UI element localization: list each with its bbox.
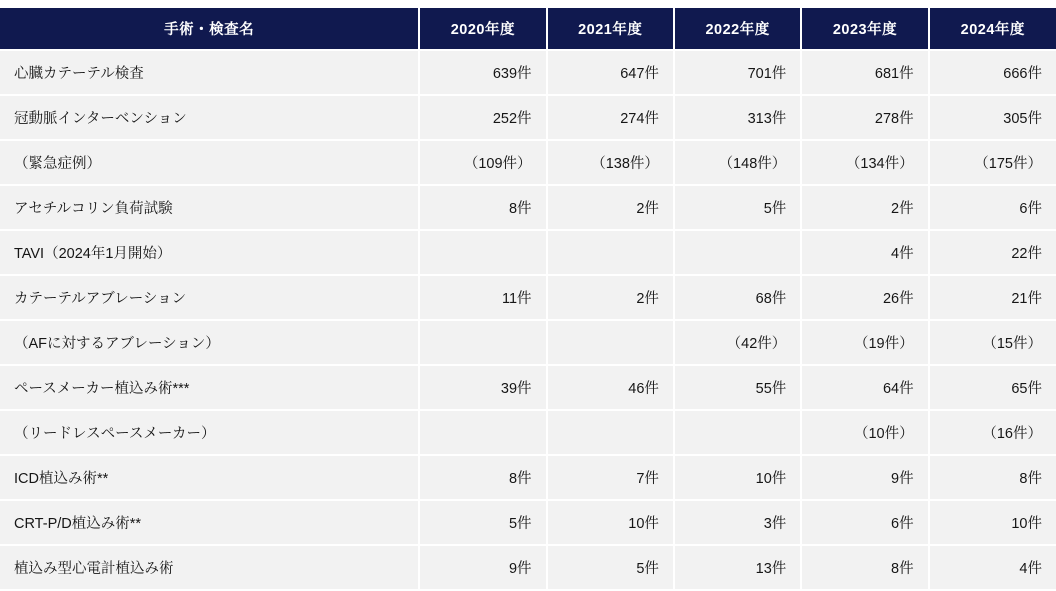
cell-fy2022 bbox=[674, 410, 801, 455]
cell-fy2021: 2件 bbox=[547, 185, 674, 230]
table-row bbox=[0, 275, 1056, 320]
column-header-fy2024: 2024年度 bbox=[929, 8, 1056, 50]
table-row bbox=[0, 50, 1056, 95]
cell-fy2024: 65件 bbox=[929, 365, 1056, 410]
cell-fy2024: 6件 bbox=[929, 185, 1056, 230]
cell-fy2022: （42件） bbox=[674, 320, 801, 365]
table-row bbox=[0, 185, 1056, 230]
table-header bbox=[0, 8, 1056, 50]
cell-fy2022: （148件） bbox=[674, 140, 801, 185]
cell-fy2020: 39件 bbox=[419, 365, 546, 410]
cell-fy2022 bbox=[674, 230, 801, 275]
cell-fy2021: 46件 bbox=[547, 365, 674, 410]
procedure-statistics-table bbox=[0, 8, 1056, 591]
cell-fy2022: 3件 bbox=[674, 500, 801, 545]
cell-fy2020: 8件 bbox=[419, 185, 546, 230]
cell-fy2024: 10件 bbox=[929, 500, 1056, 545]
row-label: 冠動脈インターベンション bbox=[0, 95, 419, 140]
cell-fy2020 bbox=[419, 410, 546, 455]
table-row bbox=[0, 455, 1056, 500]
header-row bbox=[0, 8, 1056, 50]
cell-fy2024: 21件 bbox=[929, 275, 1056, 320]
cell-fy2024: 666件 bbox=[929, 50, 1056, 95]
column-header-fy2021: 2021年度 bbox=[547, 8, 674, 50]
cell-fy2023: 278件 bbox=[801, 95, 928, 140]
cell-fy2020: 11件 bbox=[419, 275, 546, 320]
cell-fy2024: （16件） bbox=[929, 410, 1056, 455]
row-label: （AFに対するアブレーション） bbox=[0, 320, 419, 365]
cell-fy2023: （10件） bbox=[801, 410, 928, 455]
row-label: TAVI（2024年1月開始） bbox=[0, 230, 419, 275]
cell-fy2024: 305件 bbox=[929, 95, 1056, 140]
cell-fy2021: 10件 bbox=[547, 500, 674, 545]
column-header-procedure-name: 手術・検査名 bbox=[0, 8, 419, 50]
cell-fy2022: 55件 bbox=[674, 365, 801, 410]
table-row bbox=[0, 230, 1056, 275]
cell-fy2022: 13件 bbox=[674, 545, 801, 590]
cell-fy2023: 26件 bbox=[801, 275, 928, 320]
cell-fy2021 bbox=[547, 410, 674, 455]
row-label: カテーテルアブレーション bbox=[0, 275, 419, 320]
cell-fy2021 bbox=[547, 320, 674, 365]
column-header-fy2023: 2023年度 bbox=[801, 8, 928, 50]
cell-fy2020: 8件 bbox=[419, 455, 546, 500]
cell-fy2020: 252件 bbox=[419, 95, 546, 140]
cell-fy2023: 4件 bbox=[801, 230, 928, 275]
cell-fy2021: 274件 bbox=[547, 95, 674, 140]
cell-fy2024: 4件 bbox=[929, 545, 1056, 590]
cell-fy2024: （175件） bbox=[929, 140, 1056, 185]
cell-fy2022: 5件 bbox=[674, 185, 801, 230]
table-row bbox=[0, 320, 1056, 365]
cell-fy2021: 2件 bbox=[547, 275, 674, 320]
cell-fy2023: （134件） bbox=[801, 140, 928, 185]
column-header-fy2020: 2020年度 bbox=[419, 8, 546, 50]
cell-fy2023: （19件） bbox=[801, 320, 928, 365]
cell-fy2022: 68件 bbox=[674, 275, 801, 320]
table-row bbox=[0, 95, 1056, 140]
row-label: 心臓カテーテル検査 bbox=[0, 50, 419, 95]
cell-fy2023: 6件 bbox=[801, 500, 928, 545]
cell-fy2023: 2件 bbox=[801, 185, 928, 230]
row-label: 植込み型心電計植込み術 bbox=[0, 545, 419, 590]
cell-fy2024: 8件 bbox=[929, 455, 1056, 500]
cell-fy2020 bbox=[419, 320, 546, 365]
cell-fy2021: 7件 bbox=[547, 455, 674, 500]
cell-fy2021 bbox=[547, 230, 674, 275]
table-row bbox=[0, 410, 1056, 455]
cell-fy2023: 8件 bbox=[801, 545, 928, 590]
cell-fy2020 bbox=[419, 230, 546, 275]
row-label: ペースメーカー植込み術*** bbox=[0, 365, 419, 410]
cell-fy2023: 9件 bbox=[801, 455, 928, 500]
cell-fy2020: （109件） bbox=[419, 140, 546, 185]
cell-fy2022: 701件 bbox=[674, 50, 801, 95]
column-header-fy2022: 2022年度 bbox=[674, 8, 801, 50]
row-label: （緊急症例） bbox=[0, 140, 419, 185]
cell-fy2020: 5件 bbox=[419, 500, 546, 545]
row-label: ICD植込み術** bbox=[0, 455, 419, 500]
cell-fy2020: 9件 bbox=[419, 545, 546, 590]
row-label: アセチルコリン負荷試験 bbox=[0, 185, 419, 230]
cell-fy2022: 313件 bbox=[674, 95, 801, 140]
cell-fy2024: 22件 bbox=[929, 230, 1056, 275]
table-body bbox=[0, 50, 1056, 590]
cell-fy2020: 639件 bbox=[419, 50, 546, 95]
table-row bbox=[0, 545, 1056, 590]
row-label: （リードレスペースメーカー） bbox=[0, 410, 419, 455]
row-label: CRT-P/D植込み術** bbox=[0, 500, 419, 545]
cell-fy2022: 10件 bbox=[674, 455, 801, 500]
table-row bbox=[0, 365, 1056, 410]
cell-fy2023: 681件 bbox=[801, 50, 928, 95]
cell-fy2021: （138件） bbox=[547, 140, 674, 185]
cell-fy2021: 5件 bbox=[547, 545, 674, 590]
cell-fy2024: （15件） bbox=[929, 320, 1056, 365]
table-row bbox=[0, 500, 1056, 545]
table-row bbox=[0, 140, 1056, 185]
cell-fy2021: 647件 bbox=[547, 50, 674, 95]
cell-fy2023: 64件 bbox=[801, 365, 928, 410]
